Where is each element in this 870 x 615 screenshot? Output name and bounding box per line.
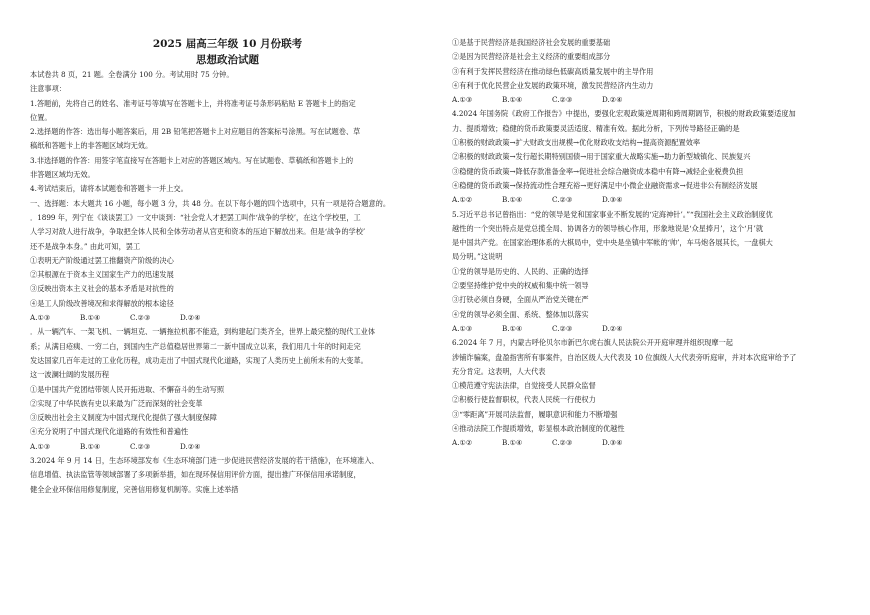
text-line: ②积极的财政政策→发行超长期特别国债→用于国家重大战略实施→助力新型城镇化、民族复兴 [452, 152, 751, 162]
option-d: D.③④ [602, 195, 623, 205]
text-line: ③反映出资本主义社会的基本矛盾是对抗性的 [30, 284, 174, 294]
option-a: A.①③ [452, 95, 473, 105]
option-d: D.③④ [602, 438, 623, 448]
answer-options [452, 436, 842, 450]
option-b: B.①④ [502, 438, 523, 448]
text-line: ②实现了中华民族有史以来最为广泛而深刻的社会变革 [30, 398, 203, 408]
option-b: B.①④ [80, 313, 101, 323]
text-line: 注意事项： [30, 84, 66, 94]
option-a: A.①② [452, 438, 473, 448]
text-line: ④推动法院工作提质增效，彰显根本政治制度的优越性 [452, 424, 625, 434]
option-d: D.②④ [180, 313, 201, 323]
answer-options [30, 440, 425, 454]
text-line: 5.习近平总书记曾指出：“党的领导是党和国家事业不断发展的‘定海神针’。”“我国社会主义政治制度优 [452, 209, 773, 219]
option-b: B.①④ [502, 95, 523, 105]
option-c: C.②③ [552, 323, 573, 333]
text-line: 本试卷共 8 页，21 题。全卷满分 100 分。考试用时 75 分钟。 [30, 70, 234, 79]
text-line: ①是基于民营经济是我国经济社会发展的重要基础 [452, 38, 611, 47]
text-line: ④党的领导必须全面、系统、整体加以落实 [452, 309, 589, 319]
option-c: C.②③ [552, 438, 573, 448]
text-line: ④稳健的货币政策→保持流动性合理充裕→更好满足中小微企业融资需求→促进非公有制经济发展 [452, 180, 758, 190]
text-line: 力、提质增效；稳健的货币政策要灵活适度、精准有效。据此分析，下列传导路径正确的是 [452, 123, 740, 133]
text-line: 3.2024 年 9 月 14 日，生态环境部发布《生态环境部门进一步促进民营经济发展的若干措施》，在环境准入、 [30, 456, 379, 466]
option-d: D.②④ [180, 441, 201, 451]
text-line: 系；从满目疮痍、一穷二白，到国内生产总值稳居世界第二一新中国成立以来，我们用几十年的时间走完 [30, 341, 361, 351]
option-c: C.②③ [552, 195, 573, 205]
text-line: 稿纸和答题卡上的非答题区域均无效。 [30, 141, 153, 151]
option-d: D.②④ [602, 95, 623, 105]
left-column [30, 36, 425, 497]
text-line: ①党的领导是历史的、人民的、正确的选择 [452, 266, 589, 276]
option-b: B.①④ [80, 441, 101, 451]
text-line: ②要坚持维护党中央的权威和集中统一领导 [452, 281, 589, 291]
exam-subtitle: 思想政治试题 [196, 54, 259, 66]
text-line: 信息增值、执法监管等领域部署了多项新举措，如在现环保信用评价方面，提出推广环保信用承诺制度， [30, 470, 361, 480]
answer-options [452, 93, 842, 107]
text-line: ③“零距离”开展司法监督，履职意识和能力不断增强 [452, 409, 618, 419]
text-line: ①是中国共产党团结带领人民开拓进取、不懈奋斗的生动写照 [30, 384, 225, 394]
text-line: 位置。 [30, 112, 52, 122]
text-line: ．从一辆汽车、一架飞机、一辆坦克、一辆拖拉机都不能造，到构建起门类齐全，世界上最完整的现代工业体 [30, 327, 376, 337]
text-line: ③有利于发挥民营经济在推动绿色低碳高质量发展中的主导作用 [452, 66, 654, 76]
option-c: C.②③ [130, 441, 151, 451]
exam-title: 2025 届高三年级 10 月份联考 [152, 38, 303, 50]
option-a: A.①③ [452, 323, 473, 333]
text-line: ④是工人阶级改善境况和求得解放的根本途径 [30, 298, 174, 308]
text-line: ④有利于优化民营企业发展的政策环境，激发民营经济内生动力 [452, 80, 654, 90]
option-a: A.①③ [30, 441, 51, 451]
option-d: D.②④ [602, 323, 623, 333]
text-line: ③反映出社会主义制度为中国式现代化提供了强大制度保障 [30, 413, 217, 423]
text-line: ②其根源在于资本主义国家生产力的迅速发展 [30, 270, 174, 280]
text-line: ②是因为民营经济是社会主义经济的重要组成部分 [452, 52, 611, 62]
answer-options [30, 311, 425, 325]
text-line: 还不是战争本身。” 由此可知，罢工 [30, 241, 141, 251]
option-c: C.②③ [552, 95, 573, 105]
text-line: 这一波澜壮阔的发展历程 [30, 370, 110, 380]
option-c: C.②③ [130, 313, 151, 323]
text-line: 4.考试结束后，请将本试题卷和答题卡一并上交。 [30, 184, 188, 194]
text-line: 人学习对敌人进行战争，争取把全体人民和全体劳动者从官吏和资本的压迫下解放出来。但是‘战争的学校’ [30, 227, 366, 237]
text-line: ④充分说明了中国式现代化道路的有效性和普遍性 [30, 427, 189, 437]
text-line: ．1899 年，列宁在《谈谈罢工》一文中谈到：“社会党人才把罢工叫作‘战争的学校’，在这个学校里，工 [30, 212, 361, 222]
text-line: 越性的一个突出特点是党总揽全局、协调各方的领导核心作用，形象地说是‘众星捧月’，这个‘月’就 [452, 223, 764, 233]
text-line: 非答题区域均无效。 [30, 170, 95, 180]
text-line: ①模范遵守宪法法律，自觉接受人民群众监督 [452, 381, 596, 391]
text-line: ③打铁必须自身硬，全面从严治党关键在严 [452, 295, 589, 305]
text-line: 6.2024 年 7 月，内蒙古呼伦贝尔市新巴尔虎右旗人民法院公开开庭审理并组织现摩一起 [452, 338, 733, 348]
text-line: 2.选择题的作答：选出每小题答案后，用 2B 铅笔把答题卡上对应题目的答案标号涂黑。写在试题卷、草 [30, 127, 361, 137]
option-a: A.①② [452, 195, 473, 205]
text-line: 涉铺诈骗案，盘盈指害所有事案件，自治区级人大代表及 10 位旗级人大代表旁听庭审，并对本次庭审给予了 [452, 352, 797, 362]
text-line: 健全企业环保信用修复制度，完善信用修复机制等。实施上述举措 [30, 484, 239, 494]
text-line: 充分肯定。这表明，人大代表 [452, 366, 546, 376]
text-line: 是中国共产党。在国家治理体系的大棋局中，党中央是坐镇中军帐的‘帅’，车马炮各展其长，一盘棋大 [452, 238, 773, 248]
text-line: ③稳健的货币政策→降低存款准备金率→促进社会综合融资成本稳中有降→减轻企业税费负担 [452, 166, 744, 176]
text-line: 发达国家几百年走过的工业化历程，成功走出了中国式现代化道路，实现了人类历史上前所未有的大变革。 [30, 355, 368, 365]
text-line: 局分明。”这说明 [452, 252, 503, 262]
text-line: ②积极行使监督职权，代表人民统一行使权力 [452, 395, 596, 405]
right-column [452, 36, 842, 451]
text-line: 4.2024 年国务院《政府工作报告》中提出，要强化宏观政策逆周期和跨周期调节，积极的财政政策要适度加 [452, 109, 796, 119]
option-a: A.①③ [30, 313, 51, 323]
option-b: B.①④ [502, 323, 523, 333]
text-line: 3.非选择题的作答：用签字笔直接写在答题卡上对应的答题区域内。写在试题卷、草稿纸和答题卡上的 [30, 155, 354, 165]
text-line: 一、选择题：本大题共 16 小题，每小题 3 分，共 48 分。在以下每小题的四个选项中，只有一项是符合题意的。 [30, 198, 391, 208]
text-line: 1.答题前，先将自己的姓名、准考证号等填写在答题卡上，并将准考证号条形码粘贴 E 答题卡上的指定 [30, 98, 356, 108]
option-b: B.①④ [502, 195, 523, 205]
answer-options [452, 193, 842, 207]
text-line: ①表明无产阶级通过罢工推翻资产阶级的决心 [30, 255, 174, 265]
answer-options [452, 322, 842, 336]
text-line: ①积极的财政政策→扩大财政支出规模→优化财政收支结构→提高资源配置效率 [452, 138, 701, 148]
